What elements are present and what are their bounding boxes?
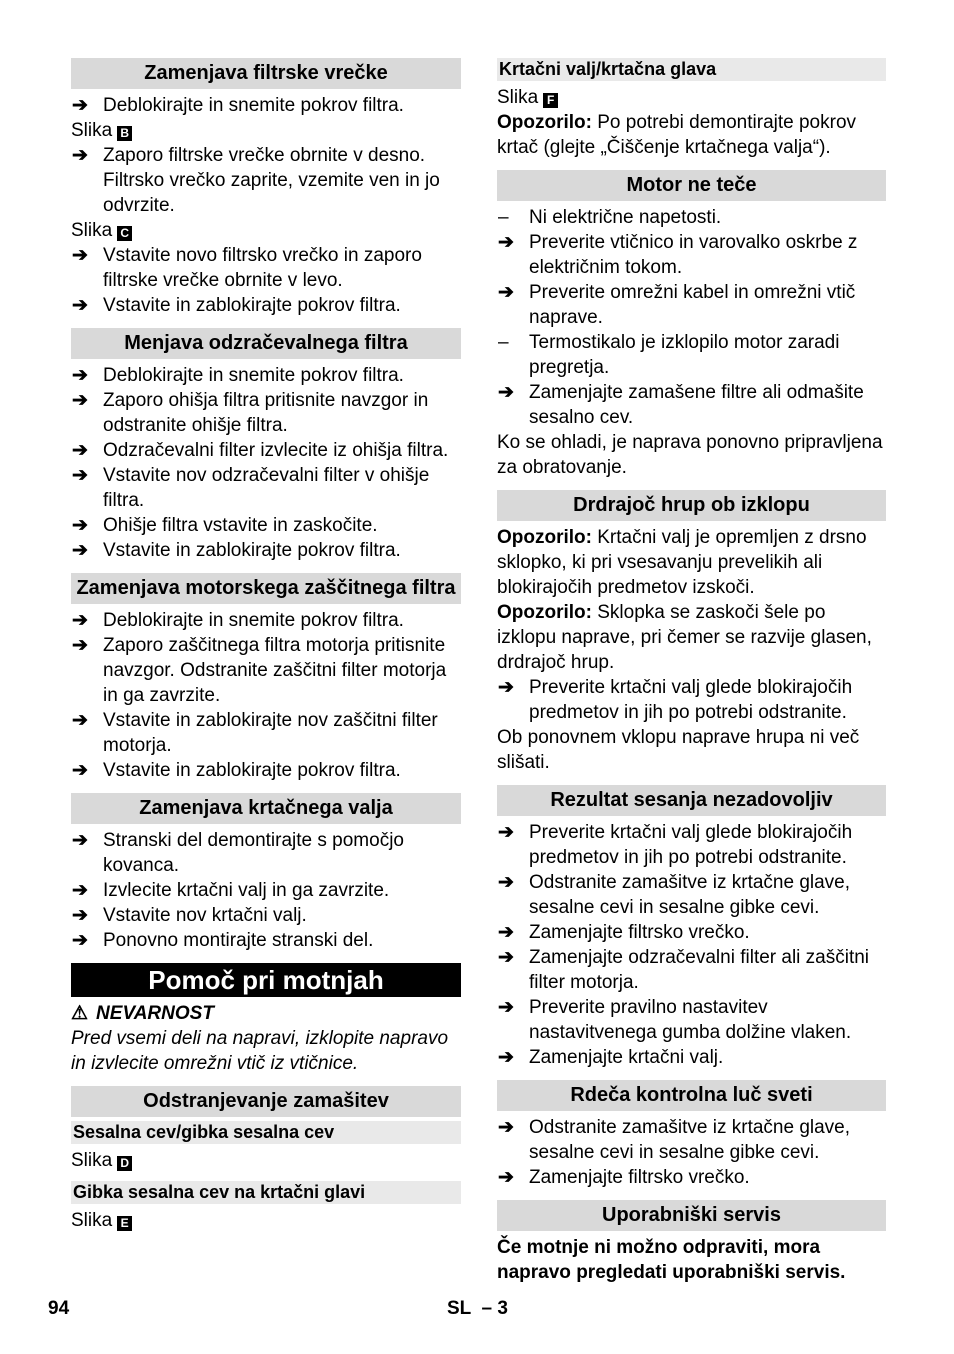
figure-ref: Slika D bbox=[71, 1148, 461, 1173]
list-item: ➔ Izvlecite krtačni valj in ga zavrzite. bbox=[72, 880, 390, 901]
language-page-label: SL – 3 bbox=[447, 1298, 508, 1319]
list-item: ➔ Stranski del demontirajte s pomočjo kovanca. bbox=[72, 830, 404, 876]
list-item: ➔ Zaporo ohišja filtra pritisnite navzgor in odstranite ohišje filtra. bbox=[72, 390, 429, 436]
arrow-icon: ➔ bbox=[498, 282, 514, 303]
list-item: ➔ Vstavite in zablokirajte nov zaščitni filter motorja. bbox=[72, 710, 438, 756]
list-item: ➔ Preverite pravilno nastavitev nastavitvenega gumba dolžine vlaken. bbox=[498, 997, 852, 1043]
figure-letter-badge: C bbox=[117, 226, 132, 241]
arrow-icon: ➔ bbox=[498, 1117, 514, 1138]
arrow-icon: ➔ bbox=[72, 440, 88, 461]
list-item: ➔ Preverite krtačni valj glede blokirajočih predmetov in jih po potrebi odstranite. bbox=[498, 822, 853, 868]
subheading-brush-roller-head: Krtačni valj/krtačna glava bbox=[497, 58, 886, 81]
list-item: ➔ Odstranite zamašitve iz krtačne glave, sesalne cevi in sesalne gibke cevi. bbox=[498, 1117, 851, 1163]
paragraph: Če motnje ni možno odpraviti, mora napravo pregledati uporabniški servis. bbox=[497, 1237, 846, 1283]
list-item: ➔ Zaporo filtrske vrečke obrnite v desno. Filtrsko vrečko zaprite, vzemite ven in jo odvrzite. bbox=[72, 145, 440, 216]
list-item: ➔ Zamenjajte odzračevalni filter ali zaščitni filter motorja. bbox=[498, 947, 870, 993]
arrow-icon: ➔ bbox=[72, 830, 88, 851]
list-item: ➔ Vstavite in zablokirajte pokrov filtra. bbox=[72, 540, 401, 561]
arrow-icon: ➔ bbox=[498, 382, 514, 403]
danger-text: Pred vsemi deli na napravi, izklopite napravo in izvlecite omrežni vtič iz vtičnice. bbox=[71, 1028, 449, 1074]
list-item: ➔ Preverite vtičnico in varovalko oskrbe z električnim tokom. bbox=[498, 232, 858, 278]
arrow-icon: ➔ bbox=[498, 947, 514, 968]
list-item: ➔ Zamenjajte filtrsko vrečko. bbox=[498, 1167, 750, 1188]
note: Opozorilo: Sklopka se zaskoči šele po izklopu naprave, pri čemer se razvije glasen, drdrajoč hrup. bbox=[497, 602, 872, 673]
arrow-icon: ➔ bbox=[72, 930, 88, 951]
list-item: ➔ Preverite krtačni valj glede blokirajočih predmetov in jih po potrebi odstranite. bbox=[498, 677, 853, 723]
paragraph: Ko se ohladi, je naprava ponovno pripravljena za obratovanje. bbox=[497, 432, 883, 478]
list-item: ➔ Vstavite in zablokirajte pokrov filtra. bbox=[72, 760, 401, 781]
list-item: ➔ Vstavite nov krtačni valj. bbox=[72, 905, 307, 926]
heading-customer-service: Uporabniški servis bbox=[497, 1200, 886, 1231]
arrow-icon: ➔ bbox=[498, 677, 514, 698]
arrow-icon: ➔ bbox=[498, 1167, 514, 1188]
list-item: – Termostikalo je izklopilo motor zaradi pregretja. bbox=[498, 332, 840, 378]
arrow-icon: ➔ bbox=[72, 540, 88, 561]
list-item: ➔ Zaporo zaščitnega filtra motorja pritisnite navzgor. Odstranite zaščitni filter motorja in ga zavrzite. bbox=[72, 635, 447, 706]
heading-poor-suction: Rezultat sesanja nezadovoljiv bbox=[497, 785, 886, 816]
arrow-icon: ➔ bbox=[72, 365, 88, 386]
subheading-hose-on-brush-head: Gibka sesalna cev na krtačni glavi bbox=[71, 1181, 461, 1204]
arrow-icon: ➔ bbox=[72, 610, 88, 631]
arrow-icon: ➔ bbox=[498, 232, 514, 253]
arrow-icon: ➔ bbox=[72, 245, 88, 266]
arrow-icon: ➔ bbox=[72, 95, 88, 116]
heading-red-indicator: Rdeča kontrolna luč sveti bbox=[497, 1080, 886, 1111]
arrow-icon: ➔ bbox=[498, 1047, 514, 1068]
arrow-icon: ➔ bbox=[498, 872, 514, 893]
list-item: ➔ Odstranite zamašitve iz krtačne glave, sesalne cevi in sesalne gibke cevi. bbox=[498, 872, 851, 918]
list-item: ➔ Ponovno montirajte stranski del. bbox=[72, 930, 374, 951]
figure-ref: Slika B bbox=[71, 118, 461, 143]
heading-brush-roller-replacement: Zamenjava krtačnega valja bbox=[71, 793, 461, 824]
figure-ref: Slika E bbox=[71, 1208, 461, 1233]
arrow-icon: ➔ bbox=[72, 710, 88, 731]
figure-letter-badge: E bbox=[117, 1216, 132, 1231]
list-item: ➔ Deblokirajte in snemite pokrov filtra. bbox=[72, 610, 404, 631]
list-item: ➔ Ohišje filtra vstavite in zaskočite. bbox=[72, 515, 378, 536]
figure-letter-badge: D bbox=[117, 1156, 132, 1171]
list-item: ➔ Vstavite novo filtrsko vrečko in zaporo filtrske vrečke obrnite v levo. bbox=[72, 245, 422, 291]
list-item: ➔ Zamenjajte krtačni valj. bbox=[498, 1047, 724, 1068]
figure-ref: Slika C bbox=[71, 218, 461, 243]
heading-motor-not-running: Motor ne teče bbox=[497, 170, 886, 201]
arrow-icon: ➔ bbox=[72, 635, 88, 656]
list-item: ➔ Zamenjajte zamašene filtre ali odmašite sesalno cev. bbox=[498, 382, 864, 428]
list-item: ➔ Odzračevalni filter izvlecite iz ohišja filtra. bbox=[72, 440, 449, 461]
list-item: ➔ Preverite omrežni kabel in omrežni vtič naprave. bbox=[498, 282, 856, 328]
arrow-icon: ➔ bbox=[72, 390, 88, 411]
page-number: 94 bbox=[48, 1298, 70, 1319]
figure-letter-badge: B bbox=[117, 126, 132, 141]
arrow-icon: ➔ bbox=[72, 515, 88, 536]
arrow-icon: ➔ bbox=[72, 145, 88, 166]
dash-icon: – bbox=[498, 207, 509, 228]
heading-motor-protection-filter: Zamenjava motorskega zaščitnega filtra bbox=[71, 573, 461, 604]
subheading-suction-hose: Sesalna cev/gibka sesalna cev bbox=[71, 1121, 461, 1144]
heading-rattling-noise: Drdrajoč hrup ob izklopu bbox=[497, 490, 886, 521]
list-item: ➔ Vstavite in zablokirajte pokrov filtra. bbox=[72, 295, 401, 316]
arrow-icon: ➔ bbox=[72, 295, 88, 316]
arrow-icon: ➔ bbox=[498, 822, 514, 843]
list-item: ➔ Zamenjajte filtrsko vrečko. bbox=[498, 922, 750, 943]
figure-letter-badge: F bbox=[543, 93, 558, 108]
list-item: ➔ Deblokirajte in snemite pokrov filtra. bbox=[72, 365, 404, 386]
arrow-icon: ➔ bbox=[498, 997, 514, 1018]
warning-icon: ⚠ bbox=[71, 1003, 89, 1024]
list-item: – Ni električne napetosti. bbox=[498, 207, 722, 228]
left-column bbox=[71, 58, 461, 1233]
arrow-icon: ➔ bbox=[72, 465, 88, 486]
danger-label: ⚠ NEVARNOST bbox=[71, 1003, 214, 1024]
note: Opozorilo: Krtačni valj je opremljen z drsno sklopko, ki pri vsesavanju prevelikih ali blokirajočih predmetov izskoči. bbox=[497, 527, 867, 598]
heading-exhaust-filter: Menjava odzračevalnega filtra bbox=[71, 328, 461, 359]
heading-filter-bag-replacement: Zamenjava filtrske vrečke bbox=[71, 58, 461, 89]
arrow-icon: ➔ bbox=[72, 760, 88, 781]
heading-removing-blockages: Odstranjevanje zamašitev bbox=[71, 1086, 461, 1117]
arrow-icon: ➔ bbox=[72, 905, 88, 926]
note: Opozorilo: Po potrebi demontirajte pokrov krtač (glejte „Čiščenje krtačnega valja“). bbox=[497, 112, 857, 158]
dash-icon: – bbox=[498, 332, 509, 353]
paragraph: Ob ponovnem vklopu naprave hrupa ni več slišati. bbox=[497, 727, 860, 773]
main-heading-troubleshooting: Pomoč pri motnjah bbox=[71, 963, 461, 997]
list-item: ➔ Deblokirajte in snemite pokrov filtra. bbox=[72, 95, 404, 116]
arrow-icon: ➔ bbox=[72, 880, 88, 901]
arrow-icon: ➔ bbox=[498, 922, 514, 943]
right-column bbox=[497, 58, 886, 1285]
list-item: ➔ Vstavite nov odzračevalni filter v ohišje filtra. bbox=[72, 465, 430, 511]
figure-ref: Slika F bbox=[497, 85, 886, 110]
